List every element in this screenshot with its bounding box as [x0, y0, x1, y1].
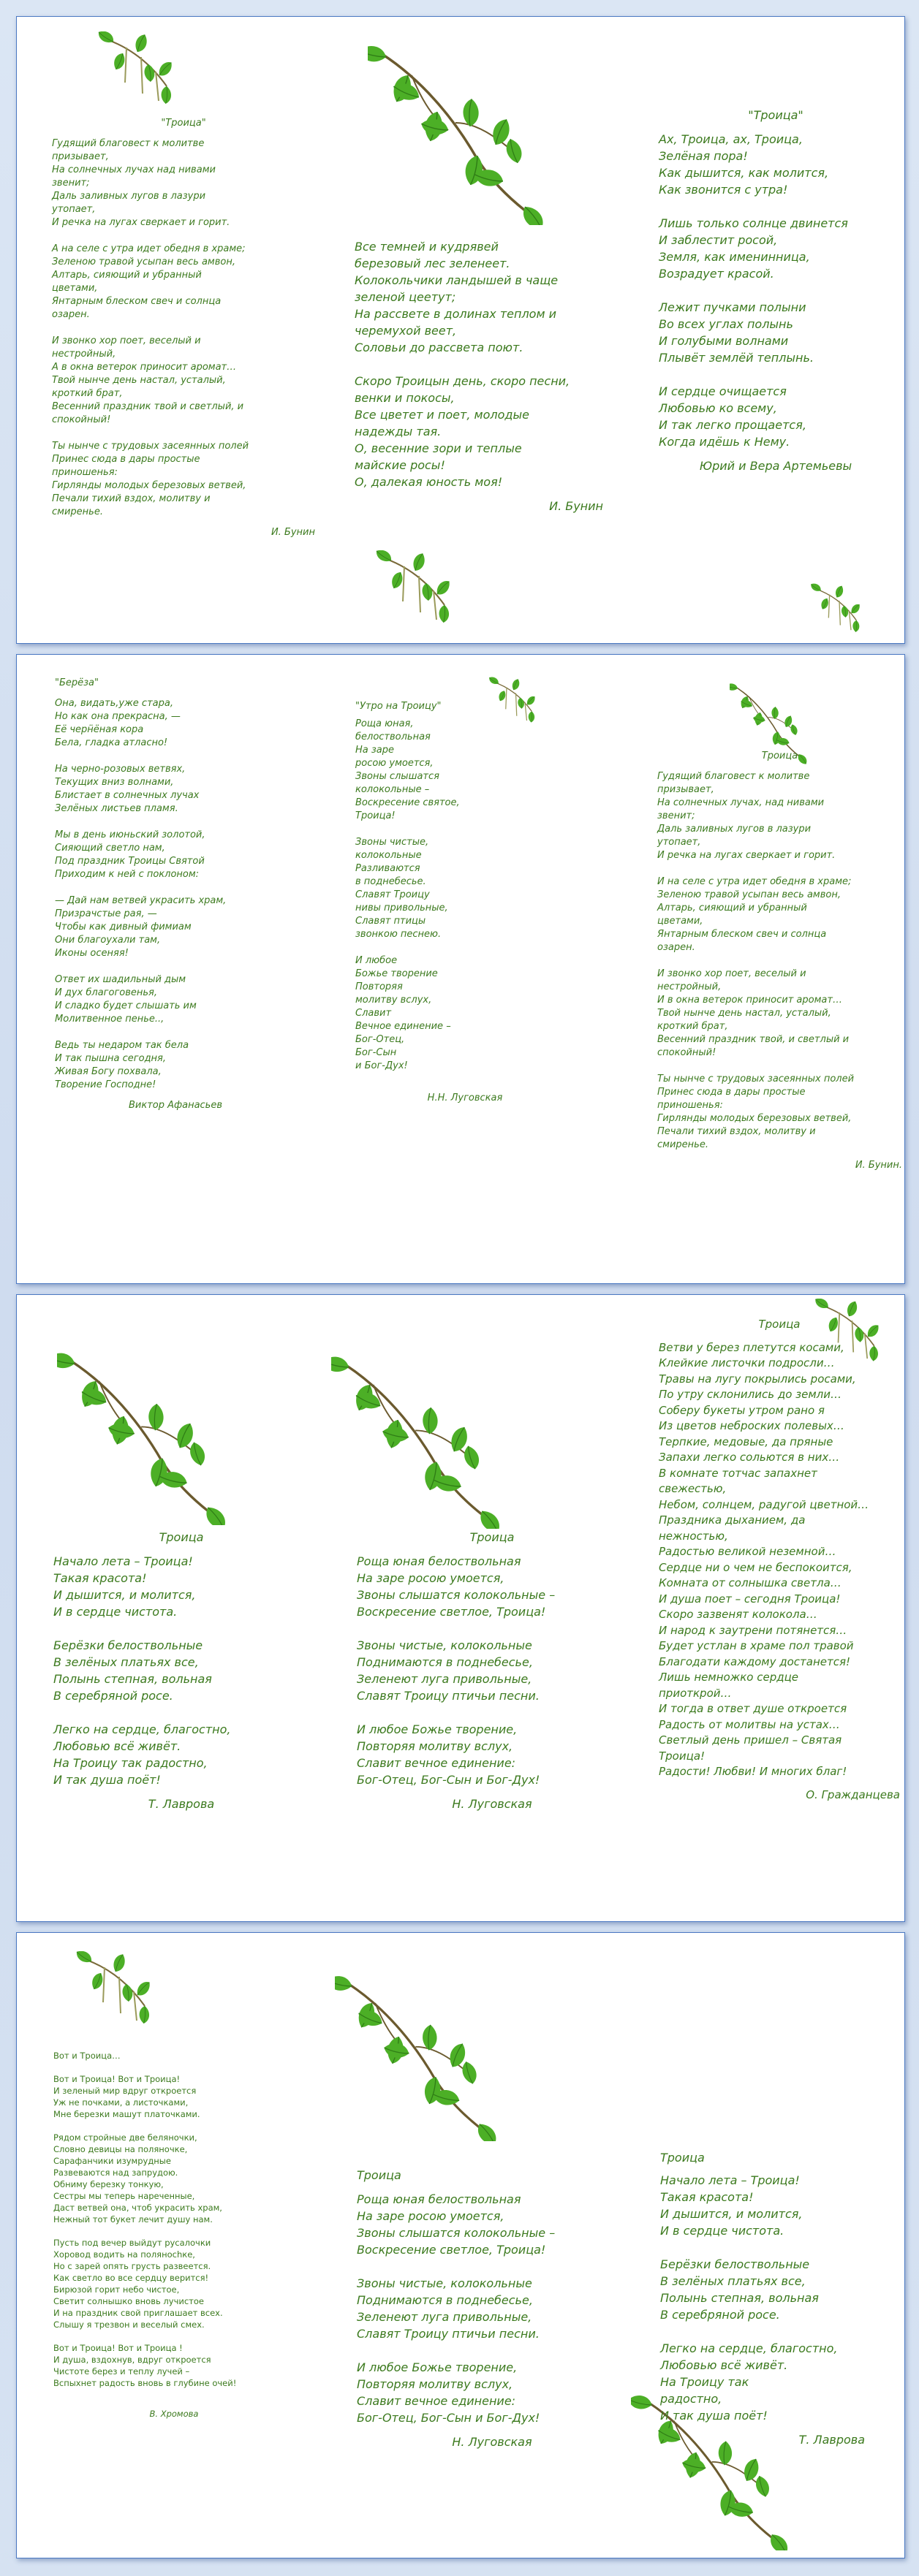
poem-title: Троица: [357, 2168, 401, 2182]
poem-column: [355, 238, 603, 514]
poem-text: Гудящий благовест к молитве призывает, На солнечных лучах, над нивами звенит; Даль заливных лугов в лазури утопает, И речка на лугах сверкает и горит. И на селе с утра идет обедня в храме; Зеленою травой усыпан весь амвон, Алтарь, сияющий и убранный цветами, Янтарным блеском свеч и солнца озарен. И звонко хор поет, веселый и нестройный, И в окна ветерок приносит аромат… Твой нынче день настал, усталый, кроткий брат, Весенний праздник твой, и светлый и спокойный! Ты нынче с трудовых засеянных полей Принес сюда в дары простые приношенья: Гирлянды молодых березовых ветвей, Печали тихий вздох, молитву и смиренье.: [657, 771, 855, 1150]
poem-column: [355, 700, 575, 1105]
poem-column: [52, 117, 315, 539]
poem-author: Юрий и Вера Артемьевы: [699, 459, 852, 473]
birch-branch-icon: [97, 31, 185, 112]
birch-branch-icon: [335, 1966, 503, 2141]
poem-title: "Троица": [161, 118, 206, 129]
poem-title: "Троица": [748, 108, 803, 122]
poem-author: И. Бунин: [549, 499, 603, 513]
page-3: [16, 1294, 905, 1922]
birch-branch-icon: [810, 583, 869, 638]
poem-column: [53, 1529, 309, 1812]
poem-title: Троица: [660, 2151, 705, 2165]
poem-author: О. Гражданцева: [806, 1787, 900, 1801]
poem-text: Гудящий благовест к молитве призывает, На солнечных лучах над нивами звенит; Даль заливных лугов в лазури утопает, И речка на лугах сверкает и горит. А на селе с утра идет обедня в храме; Зеленою травой усыпан весь амвон, Алтарь, сияющий и убранный цветами, Янтарным блеском свеч и солнца озарен. И звонко хор поет, веселый и нестройный, А в окна ветерок приносит аромат… Твой нынче день настал, усталый, кроткий брат, Весенний праздник твой и светлый, и спокойный! Ты нынче с трудовых засеянных полей Принес сюда в дары простые приношенья: Гирлянды молодых березовых ветвей, Печали тихий вздох, молитву и смиренье.: [52, 138, 249, 517]
poem-text: Все темней и кудрявей березовый лес зеленеет. Колокольчики ландышей в чаще зеленой цеетут; На рассвете в долинах теплом и черемухой веет, Соловьи до рассвета поют. Скоро Троицын день, скоро песни, венки и покосы, Все цветет и поет, молодые надежды тая. О, весенние зори и теплые майские росы! О, далекая юность моя!: [355, 240, 570, 489]
poem-title: Троица: [758, 1318, 801, 1331]
poem-column: [357, 1529, 627, 1812]
poem-text: Роща юная белоствольная На заре росою умоется, Звоны слышатся колокольные – Воскресение светлое, Троица! Звоны чистые, колокольные Поднимаются в поднебесье, Зеленеют луга привольные, Славят Троицу птичьи песни. И любое Божье творение, Повторяя молитву вслух, Славит вечное единение: Бог-Отец, Бог-Сын и Бог-Дух!: [357, 1554, 556, 1787]
poem-text: Ветви у берез плетутся косами, Клейкие листочки подросли… Травы на лугу покрылись росами, По утру склонились до земли… Соберу букеты утром рано я Из цветов неброских полевых… Терпкие, медовые, да пряные Запахи легко сольются в них… В комнате тотчас запахнет свежестью, Небом, солнцем, радугой цветной… Праздника дыханием, да нежностью, Радостью великой неземной… Сердце ни о чем не беспокоится, Комната от солнышка светла… И душа поет – сегодня Троица! Скоро зазвенят колокола… И народ к заутрени потянется… Будет устлан в храме пол травой Благодати каждому достанется! Лишь немножко сердце приоткрой… И тогда в ответ душе откроется Радость от молитвы на устах… Светлый день пришел – Святая Троица! Радости! Любви! И многих благ!: [659, 1340, 869, 1778]
poem-author: Т. Лаврова: [798, 2433, 865, 2447]
poem-author: И. Бунин: [271, 527, 315, 538]
poem-title: Троица: [761, 751, 798, 761]
poem-author: Н.Н. Луговская: [427, 1093, 503, 1103]
page-2: [16, 654, 905, 1284]
poem-text: Роща юная белоствольная На заре росою умоется, Звоны слышатся колокольные – Воскресение светлое, Троица! Звоны чистые, колокольные Поднимаются в поднебесье, Зеленеют луга привольные, Славят Троицу птичьи песни. И любое Божье творение, Повторяя молитву вслух, Славит вечное единение: Бог-Отец, Бог-Сын и Бог-Дух!: [357, 2192, 556, 2425]
poem-text: Вот и Троица… Вот и Троица! Вот и Троица! И зеленый мир вдруг откроется Уж не почками, а листочками, Мне березки машут платочками. Рядом стройные две беляночки, Словно девицы на поляночке, Сарафанчики изумрудные Развеваются над запрудою. Обниму березку тонкую, Сестры мы теперь нареченные, Даст ветвей она, чтоб украсить храм, Нежный тот букет лечит душу нам. Пусть под вечер выйдут русалочки Хоровод водить на полянochке, Но с зарей опять грусть развеется. Как светло во все сердцу верится! Бирюзой горит небо чистое, Светит солнышко вновь лучистое И на праздник свой приглашает всех. Слышу я трезвон и веселый смех. Вот и Троица! Вот и Троица ! И душа, вздохнув, вдруг откроется Чистоте берез и теплу лучей – Вспыхнет радость вновь в глубине очей!: [53, 2051, 237, 2388]
poem-title: Троица: [469, 1530, 515, 1544]
poem-author: И. Бунин.: [855, 1160, 902, 1171]
poem-column: [660, 2149, 894, 2448]
poem-column: [659, 1317, 900, 1803]
poem-column: [55, 677, 296, 1112]
poem-title: Троица: [159, 1530, 204, 1544]
poem-text: Начало лета – Троица! Такая красота! И дышится, и молится, И в сердце чистота. Берёзки белоствольные В зелёных платьях все, Полынь степная, вольная В серебряной росе. Легко на сердце, благостно, Любовью всё живёт. На Троицу так радостно, И так душа поёт!: [660, 2173, 838, 2423]
poem-column: [657, 750, 902, 1172]
poem-column: [659, 107, 893, 474]
poem-author: В. Хромова: [149, 2409, 199, 2419]
poem-author: Н. Луговская: [452, 2435, 532, 2449]
poem-column: [53, 2050, 295, 2420]
poem-title: "Берёза": [55, 677, 99, 688]
poem-column: [357, 2167, 627, 2450]
poem-author: Т. Лаврова: [148, 1797, 215, 1811]
poem-author: Н. Луговская: [452, 1797, 532, 1811]
poem-text: Ах, Троица, ах, Троица, Зелёная пора! Как дышится, как молится, Как звонится с утра! Лишь только солнце двинется И заблестит росой, Земля, как именинница, Возрадует красой. Лежит пучками полыни Во всех углах полынь И голубыми волнами Плывёт землёй теплынь. И сердце очищается Любовью ко всему, И так легко прощается, Когда идёшь к Нему.: [659, 132, 848, 449]
poem-title: "Утро на Троицу": [355, 701, 442, 712]
birch-branch-icon: [75, 1951, 163, 2032]
poem-text: Она, видать,уже стара, Но как она прекрасна, — Её черн̈ёная кора Бела, гладка атласно! На черно-розовых ветвях, Текущих вниз волнами, Блистает в солнечных лучах Зелёных листьев пламя. Мы в день июньский золотой, Сияющий светло нам, Под праздник Троицы Святой Приходим к ней с поклоном: — Дай нам ветвей украсить храм, Призрачстые рая, — Чтобы как дивный фимиам Они благоухали там, Иконы осеняя! Ответ их шадильный дым И дух благоговенья, И сладко будет слышать им Молитвенное пенье.., Ведь ты недаром так бела И так пышна сегодня, Живая Богу похвала, Творение Господне!: [55, 698, 227, 1090]
birch-branch-icon: [375, 550, 463, 631]
poem-text: Роща юная, белоствольная На заре росою умоется, Звоны слышатся колокольные – Воскресение святое, Троица! Звоны чистые, колокольные Разливаются в поднебесье. Славят Троицу нивы привольные, Славят птицы звонкою песнею. И любое Божье творение Повторяя молитву вслух, Славит Вечное единение – Бог-Отец, Бог-Сын и Бог-Дух!: [355, 718, 460, 1071]
birch-branch-icon: [57, 1342, 232, 1525]
page-1: [16, 16, 905, 644]
poem-text: Начало лета – Троица! Такая красота! И дышится, и молится, И в сердце чистота. Берёзки белоствольные В зелёных платьях все, Полынь степная, вольная В серебряной росе. Легко на сердце, благостно, Любовью всё живёт. На Троицу так радостно, И так душа поёт!: [53, 1554, 231, 1787]
page-4: [16, 1932, 905, 2558]
birch-branch-icon: [331, 1346, 507, 1529]
birch-branch-icon: [368, 35, 551, 225]
poem-author: Виктор Афанасьев: [128, 1100, 223, 1111]
